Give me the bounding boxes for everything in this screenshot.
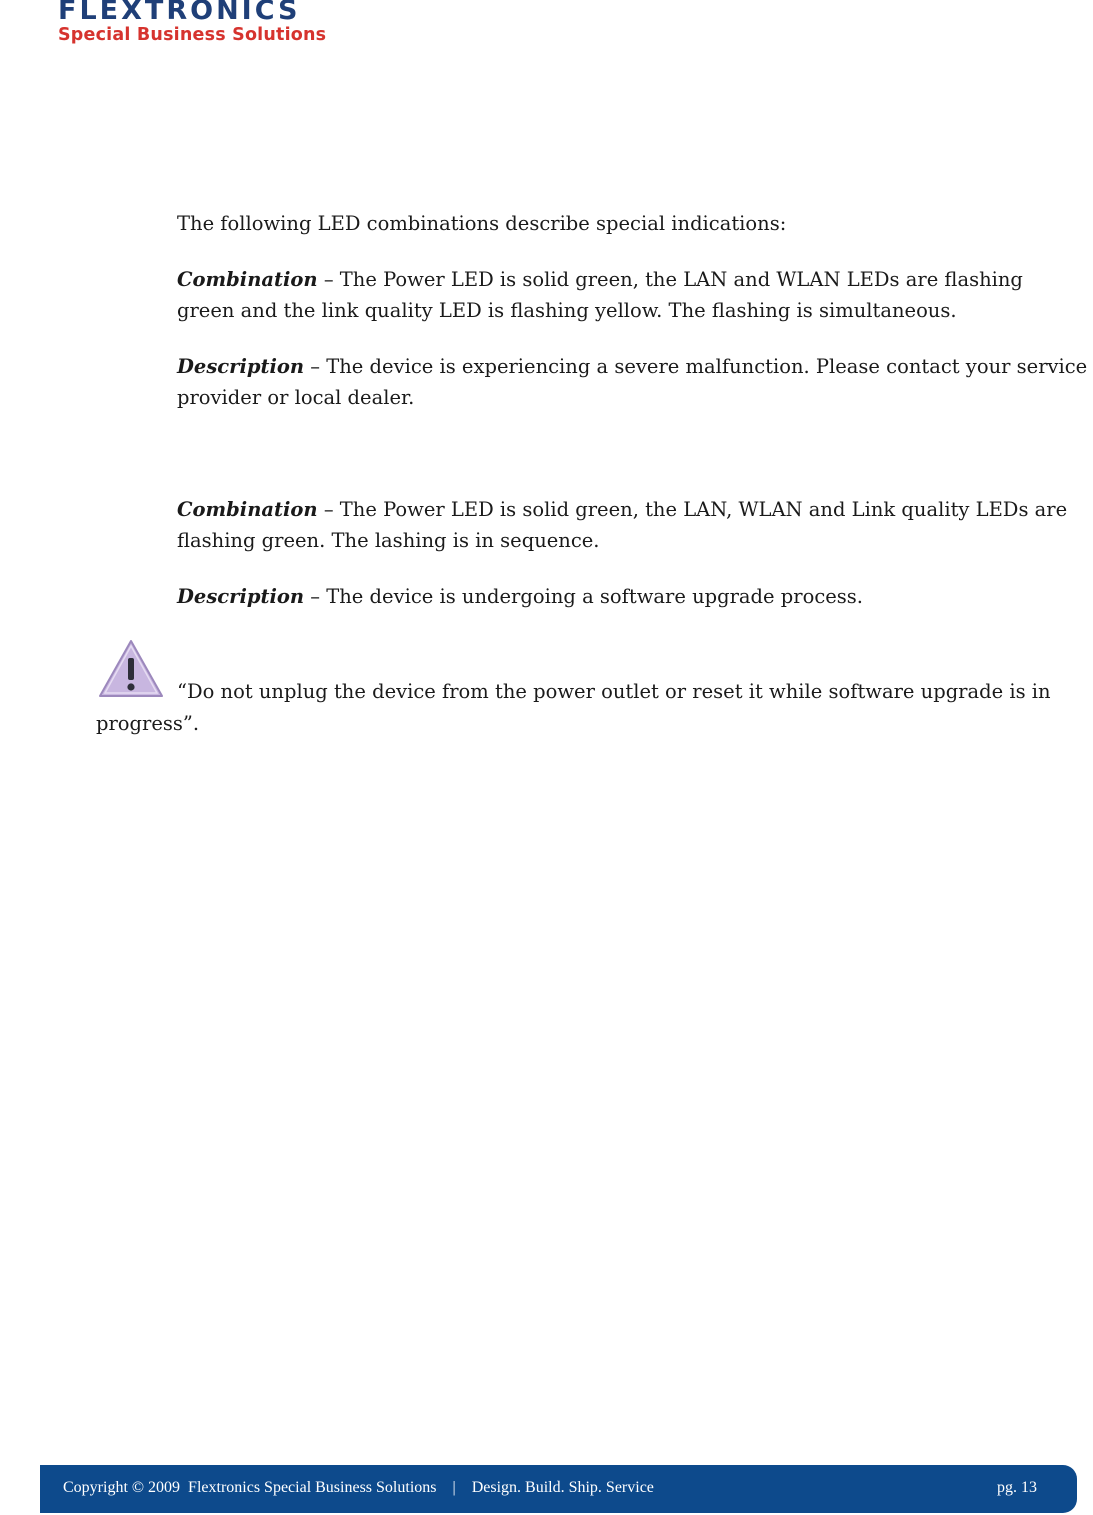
combination-text: – The Power LED is solid green, the LAN, WLAN and Link quality LEDs are (317, 498, 1068, 521)
combination-label: Combination (177, 268, 318, 291)
footer-copyright: Copyright © 2009 Flextronics Special Business Solutions | Design. Build. Ship. Service (63, 1479, 654, 1496)
block1-description-line1 (177, 351, 1093, 382)
block1-description-line2: provider or local dealer. (177, 386, 415, 409)
combination-label: Combination (177, 498, 318, 521)
block2-combination-line1 (177, 494, 1093, 525)
warning-triangle-icon (97, 638, 165, 700)
block2-combination-line2: flashing green. The lashing is in sequence. (177, 529, 600, 552)
description-label: Description (177, 585, 305, 608)
block2-description-line1 (177, 581, 1093, 612)
block1-combination-line2: green and the link quality LED is flashing yellow. The flashing is simultaneous. (177, 299, 957, 322)
logo-subtitle: Special Business Solutions (58, 25, 327, 45)
page-footer (40, 1465, 1077, 1513)
warning-text-line1: “Do not unplug the device from the power outlet or reset it while software upgrade is in (177, 680, 1051, 703)
combination-text: – The Power LED is solid green, the LAN and WLAN LEDs are flashing (317, 268, 1023, 291)
block1-combination-line1 (177, 264, 1093, 295)
description-label: Description (177, 355, 305, 378)
description-text: – The device is experiencing a severe malfunction. Please contact your service (304, 355, 1088, 378)
logo-brand-text: FLEXTRONICS (58, 0, 301, 26)
page-number: pg. 13 (997, 1479, 1037, 1496)
flextronics-logo (58, 0, 328, 52)
warning-text-line2: progress”. (96, 712, 200, 735)
intro-paragraph: The following LED combinations describe special indications: (177, 212, 787, 235)
description-text: – The device is undergoing a software upgrade process. (304, 585, 863, 608)
